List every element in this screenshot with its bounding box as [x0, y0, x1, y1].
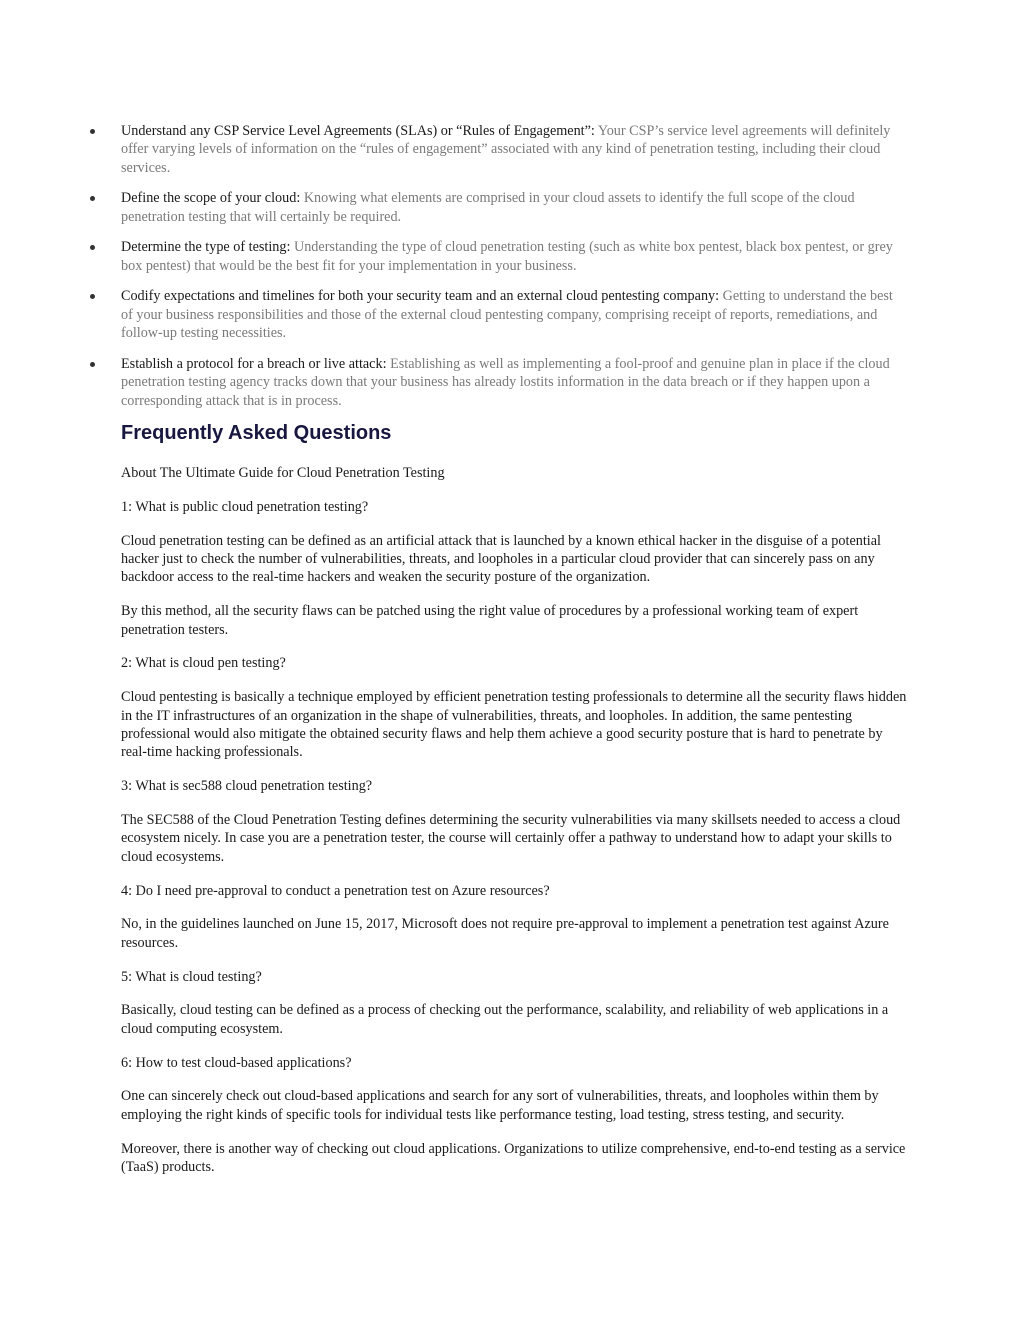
faq-answer: Basically, cloud testing can be defined as a process of checking out the performance, scalability, and reliability of web applications in a cloud computing ecosystem. — [121, 1002, 889, 1037]
list-item — [0, 122, 1024, 177]
list-item — [0, 287, 1024, 342]
list-item — [0, 238, 1024, 275]
faq-question: 6: How to test cloud-based applications? — [121, 1054, 352, 1071]
item-description: Knowing what elements are comprised in your cloud assets to identify the full scope of the cloud penetration testing that will certainly be required. — [121, 190, 855, 225]
bullet-dot — [90, 362, 95, 367]
list-item — [0, 355, 1024, 410]
faq-section — [121, 420, 907, 1192]
item-lead: Understand any CSP Service Level Agreements (SLAs) or “Rules of Engagement”: — [121, 123, 598, 139]
item-description: Establishing as well as implementing a fool-proof and genuine plan in place if the cloud penetration testing agency tracks down that your business has already lostits information in the data breach or if they happen upon a corresponding attack that is in process. — [121, 355, 890, 409]
faq-answer: One can sincerely check out cloud-based applications and search for any sort of vulnerabilities, threats, and loopholes within them by employing the right kinds of specific tools for individual tests like performance testing, load testing, stress testing, and security. — [121, 1088, 879, 1123]
bullet-dot — [90, 245, 95, 250]
faq-answer: By this method, all the security flaws can be patched using the right value of procedures by a professional working team of expert penetration testers. — [121, 603, 859, 638]
bullet-dot — [90, 294, 95, 299]
faq-heading: Frequently Asked Questions — [121, 422, 392, 444]
list-item — [0, 189, 1024, 226]
bullet-dot — [90, 196, 95, 201]
faq-intro: About The Ultimate Guide for Cloud Penetration Testing — [121, 465, 445, 481]
faq-answer: The SEC588 of the Cloud Penetration Testing defines determining the security vulnerabilities via many skillsets needed to access a cloud ecosystem nicely. In case you are a penetration tester, the course will certainly offer a pathway to understand how to adapt your skills to cloud ecosystems. — [121, 812, 901, 865]
faq-answer: Cloud pentesting is basically a technique employed by efficient penetration testing professionals to determine all the security flaws hidden in the IT infrastructures of an organization in the shape of vulnerabilities, threats, and loopholes. In addition, the same pentesting professional would also mitigate the obtained security flaws and help them achieve a good security posture that is hard to penetrate by real-time hacking professionals. — [121, 689, 907, 761]
item-lead: Determine the type of testing: — [121, 239, 294, 256]
faq-question: 5: What is cloud testing? — [121, 968, 262, 985]
faq-question: 2: What is cloud pen testing? — [121, 655, 286, 672]
faq-answer: Moreover, there is another way of checking out cloud applications. Organizations to utilize comprehensive, end-to-end testing as a service (TaaS) products. — [121, 1140, 906, 1176]
item-description: Your CSP’s service level agreements will definitely offer varying levels of information on the “rules of engagement” associated with any kind of penetration testing, including their cloud services. — [121, 123, 891, 176]
item-description: Getting to understand the best of your business responsibilities and those of the external cloud pentesting company, comprising receipt of reports, remediations, and follow-up testing necessities. — [121, 288, 893, 342]
item-lead: Establish a protocol for a breach or live attack: — [121, 355, 391, 372]
bullet-dot — [90, 129, 95, 134]
faq-question: 4: Do I need pre-approval to conduct a penetration test on Azure resources? — [121, 882, 550, 899]
faq-question: 3: What is sec588 cloud penetration testing? — [121, 778, 373, 795]
item-lead: Codify expectations and timelines for both your security team and an external cloud pentesting company: — [121, 288, 723, 305]
faq-answer: Cloud penetration testing can be defined as an artificial attack that is launched by a known ethical hacker in the disguise of a potential hacker just to check the number of vulnerabilities, threats, and loopholes in a particular cloud provider that can sincerely pass on any backdoor access to the real-time hackers and weaken the security posture of the organization. — [121, 532, 881, 586]
item-description: Understanding the type of cloud penetration testing (such as white box pentest, black box pentest, or grey box pentest) that would be the best fit for your implementation in your business. — [121, 239, 893, 274]
faq-answer: No, in the guidelines launched on June 15, 2017, Microsoft does not require pre-approval to implement a penetration test against Azure resources. — [121, 916, 889, 951]
item-lead: Define the scope of your cloud: — [121, 190, 304, 207]
engagement-checklist — [0, 122, 1024, 422]
faq-question: 1: What is public cloud penetration testing? — [121, 498, 369, 515]
